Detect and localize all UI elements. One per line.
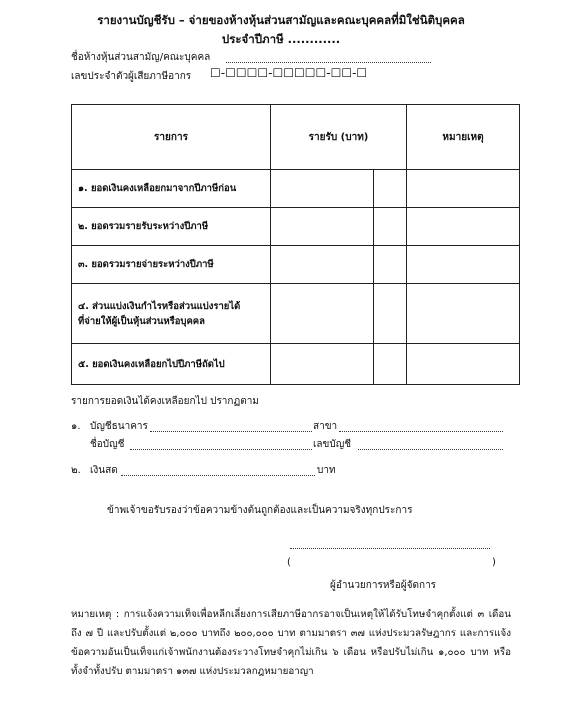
name-paren-open: (	[287, 557, 291, 568]
income-cell[interactable]	[271, 344, 374, 385]
row-label	[72, 284, 271, 344]
income-satang-cell[interactable]	[374, 208, 407, 246]
income-satang-cell[interactable]	[374, 344, 407, 385]
remarks-cell[interactable]	[407, 284, 520, 344]
branch-field[interactable]	[339, 431, 503, 432]
name-paren-close: )	[492, 557, 496, 568]
signer-title: ผู้อำนวยการหรือผู้จัดการ	[330, 580, 437, 591]
row-label: ๕. ยอดเงินคงเหลือยกไปปีภาษีถัดไป	[72, 344, 271, 385]
row-label: ๓. ยอดรวมรายจ่ายระหว่างปีภาษี	[72, 246, 271, 284]
tax-id-boxes[interactable]: ☐-☐☐☐☐-☐☐☐☐☐-☐☐-☐	[210, 66, 368, 80]
table-row	[72, 344, 520, 385]
bank-name-field[interactable]	[150, 431, 312, 432]
header-remarks: หมายเหตุ	[407, 105, 520, 170]
account-number-label: เลขบัญชี	[313, 439, 352, 450]
table-header-row	[72, 105, 520, 170]
income-cell[interactable]	[271, 284, 374, 344]
income-cell[interactable]	[271, 208, 374, 246]
income-cell[interactable]	[271, 246, 374, 284]
baht-unit: บาท	[317, 465, 336, 476]
signature-line[interactable]	[290, 548, 490, 549]
header-items: รายการ	[72, 105, 271, 170]
remarks-cell[interactable]	[407, 170, 520, 208]
row-label: ๒. ยอดรวมรายรับระหว่างปีภาษี	[72, 208, 271, 246]
account-name-label: ชื่อบัญชี	[90, 439, 125, 450]
bank-item-number: ๑.	[71, 421, 81, 432]
tax-year-title: ประจำปีภาษี ............	[221, 32, 341, 46]
remarks-cell[interactable]	[407, 208, 520, 246]
bank-account-label: บัญชีธนาคาร	[90, 421, 148, 432]
income-cell[interactable]	[271, 170, 374, 208]
row-label-line2: ที่จ่ายให้ผู้เป็นหุ้นส่วนหรือบุคคล	[78, 315, 205, 327]
legal-note: หมายเหตุ : การแจ้งความเท็จเพื่อหลีกเลี่ยงการเสียภาษีอากรอาจเป็นเหตุให้ได้รับโทษจำคุกตั้งแต่ ๓ เดือนถึง ๗ ปี และปรับตั้งแต่ ๒,๐๐๐ บาทถึง ๒๐๐,๐๐๐ บาท ตามมาตรา ๓๗ แห่งประมวลรัษฎากร และการแจ้งข้อความอันเป็นเท็จแก่เจ้าพนักงานต้องระวางโทษจำคุกไม่เกิน ๖ เดือน หรือปรับไม่เกิน ๑,๐๐๐ บาท หรือทั้งจำทั้งปรับ ตามมาตรา ๑๓๗ แห่งประมวลกฎหมายอาญา	[71, 609, 511, 677]
income-satang-cell[interactable]	[374, 284, 407, 344]
form-title: รายงานบัญชีรับ – จ่ายของห้างหุ้นส่วนสามัญและคณะบุคคลที่มิใช่นิติบุคคล	[97, 13, 465, 27]
account-number-field[interactable]	[358, 449, 503, 450]
certification-statement: ข้าพเจ้าขอรับรองว่าข้อความข้างต้นถูกต้องและเป็นความจริงทุกประการ	[107, 505, 413, 516]
income-satang-cell[interactable]	[374, 246, 407, 284]
balance-intro: รายการยอดเงินได้คงเหลือยกไป ปรากฏตาม	[71, 396, 259, 407]
income-satang-cell[interactable]	[374, 170, 407, 208]
partnership-name-field[interactable]	[226, 62, 431, 63]
partnership-name-label: ชื่อห้างหุ้นส่วนสามัญ/คณะบุคคล	[71, 52, 211, 63]
cash-item-number: ๒.	[71, 465, 81, 476]
branch-label: สาขา	[313, 421, 338, 432]
account-name-field[interactable]	[130, 449, 312, 450]
income-table	[71, 104, 520, 385]
table-row	[72, 246, 520, 284]
cash-label: เงินสด	[90, 465, 118, 476]
table-row	[72, 284, 520, 344]
table-row	[72, 208, 520, 246]
row-label: ๑. ยอดเงินคงเหลือยกมาจากปีภาษีก่อน	[72, 170, 271, 208]
cash-amount-field[interactable]	[121, 475, 315, 476]
remarks-cell[interactable]	[407, 246, 520, 284]
row-label-line1: ๔. ส่วนแบ่งเงินกำไรหรือส่วนแบ่งรายได้	[78, 300, 241, 312]
remarks-cell[interactable]	[407, 344, 520, 385]
table-row	[72, 170, 520, 208]
tax-id-label: เลขประจำตัวผู้เสียภาษีอากร	[71, 71, 192, 82]
header-income: รายรับ (บาท)	[271, 105, 407, 170]
